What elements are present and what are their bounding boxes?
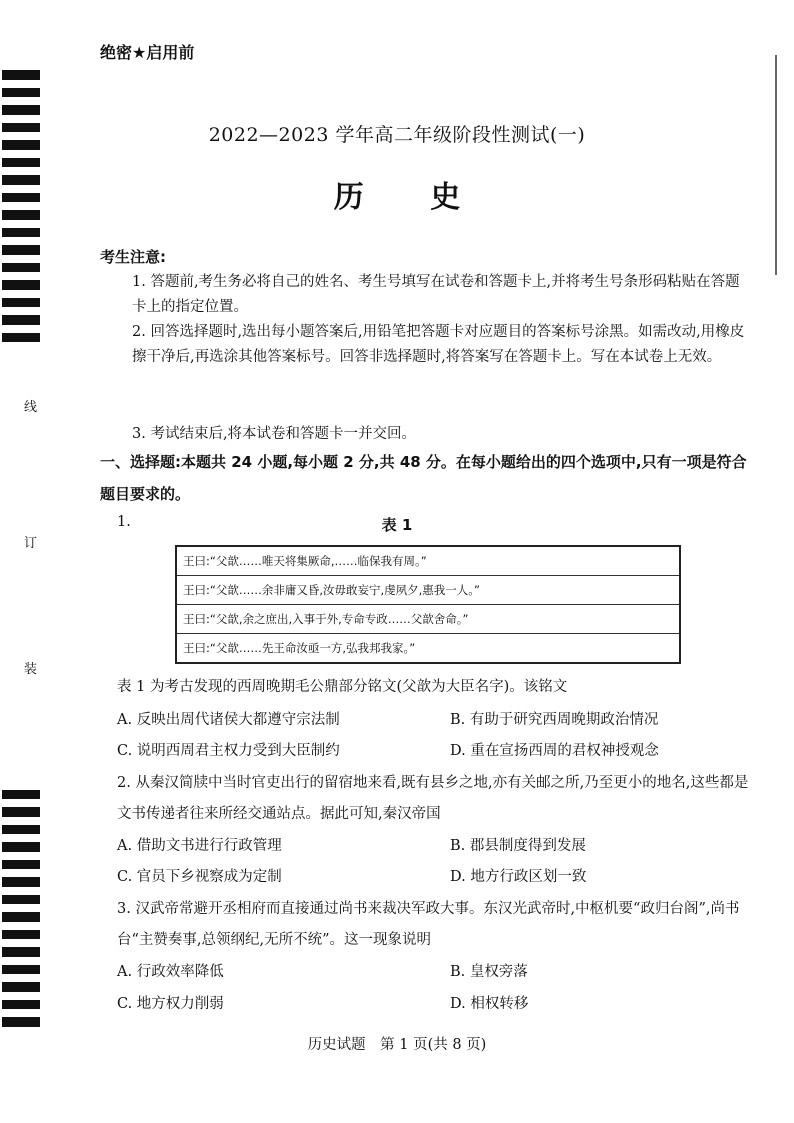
question-1-option-d: D. 重在宣扬西周的君权神授观念 (450, 743, 659, 759)
notice-item-2: 2. 回答选择题时,选出每小题答案后,用铅笔把答题卡对应题目的答案标号涂黑。如需改动,用橡皮擦干净后,再选涂其他答案标号。回答非选择题时,将答案写在答题卡上。写在本试卷上无效。 (132, 324, 745, 365)
question-3-option-a: A. 行政效率降低 (117, 964, 224, 980)
secret-mark: 绝密★启用前 (100, 43, 195, 62)
question-3-option-d: D. 相权转移 (450, 996, 529, 1012)
right-edge-line (775, 55, 777, 275)
question-2-option-a: A. 借助文书进行行政管理 (117, 838, 282, 854)
question-2-option-c: C. 官员下乡视察成为定制 (117, 869, 282, 885)
binding-label-bind: 装 (24, 662, 38, 677)
question-1-stem: 表 1 为考古发现的西周晚期毛公鼎部分铭文(父歆为大臣名字)。该铭文 (117, 679, 568, 695)
question-2-stem: 2. 从秦汉简牍中当时官吏出行的留宿地来看,既有县乡之地,亦有关邮之所,乃至更小的地名,这些都是文书传递者往来所经交通站点。据此可知,秦汉帝国 (117, 775, 749, 822)
question-3-option-c: C. 地方权力削弱 (117, 996, 224, 1012)
exam-title: 2022—2023 学年高二年级阶段性测试(一) (208, 124, 586, 146)
table-cell: 王曰:“父歆……先王命汝亟一方,弘我邦我家。” (176, 634, 680, 664)
notice-item-3: 3. 考试结束后,将本试卷和答题卡一并交回。 (132, 426, 417, 442)
question-1-option-c: C. 说明西周君主权力受到大臣制约 (117, 743, 340, 759)
table-row (176, 576, 680, 605)
table-row (176, 546, 680, 576)
notice-title: 考生注意: (100, 248, 166, 266)
binding-label-line: 线 (24, 400, 38, 415)
question-2-option-b: B. 郡县制度得到发展 (450, 838, 586, 854)
inscription-table (175, 545, 681, 664)
table-caption: 表 1 (381, 516, 413, 534)
table-row (176, 605, 680, 634)
section-heading: 一、选择题:本题共 24 小题,每小题 2 分,共 48 分。在每小题给出的四个选项中,只有一项是符合题目要求的。 (100, 453, 747, 503)
binding-label-staple: 订 (24, 536, 38, 551)
question-3-stem: 3. 汉武帝常避开丞相府而直接通过尚书来裁决军政大事。东汉光武帝时,中枢机要“政归台阁”,尚书台“主赞奏事,总领纲纪,无所不统”。这一现象说明 (117, 901, 740, 948)
table-cell: 王曰:“父歆……余非庸又昏,汝毋敢妄宁,虔夙夕,惠我一人。” (176, 576, 680, 605)
exam-subject: 历 史 (333, 180, 489, 215)
table-cell: 王曰:“父歆,余之庶出,入事于外,专命专政……父歆舍命。” (176, 605, 680, 634)
question-2-option-d: D. 地方行政区划一致 (450, 869, 587, 885)
notice-item-1: 1. 答题前,考生务必将自己的姓名、考生号填写在试卷和答题卡上,并将考生号条形码粘贴在答题卡上的指定位置。 (132, 274, 740, 315)
question-3-option-b: B. 皇权旁落 (450, 964, 528, 980)
table-cell: 王曰:“父歆……唯天将集厥命,……临保我有周。” (176, 546, 680, 576)
question-1-number: 1. (117, 514, 131, 530)
page-footer: 历史试题 第 1 页(共 8 页) (307, 1037, 487, 1053)
table-row (176, 634, 680, 664)
question-1-option-a: A. 反映出周代诸侯大都遵守宗法制 (117, 712, 340, 728)
question-1-option-b: B. 有助于研究西周晚期政治情况 (450, 712, 659, 728)
